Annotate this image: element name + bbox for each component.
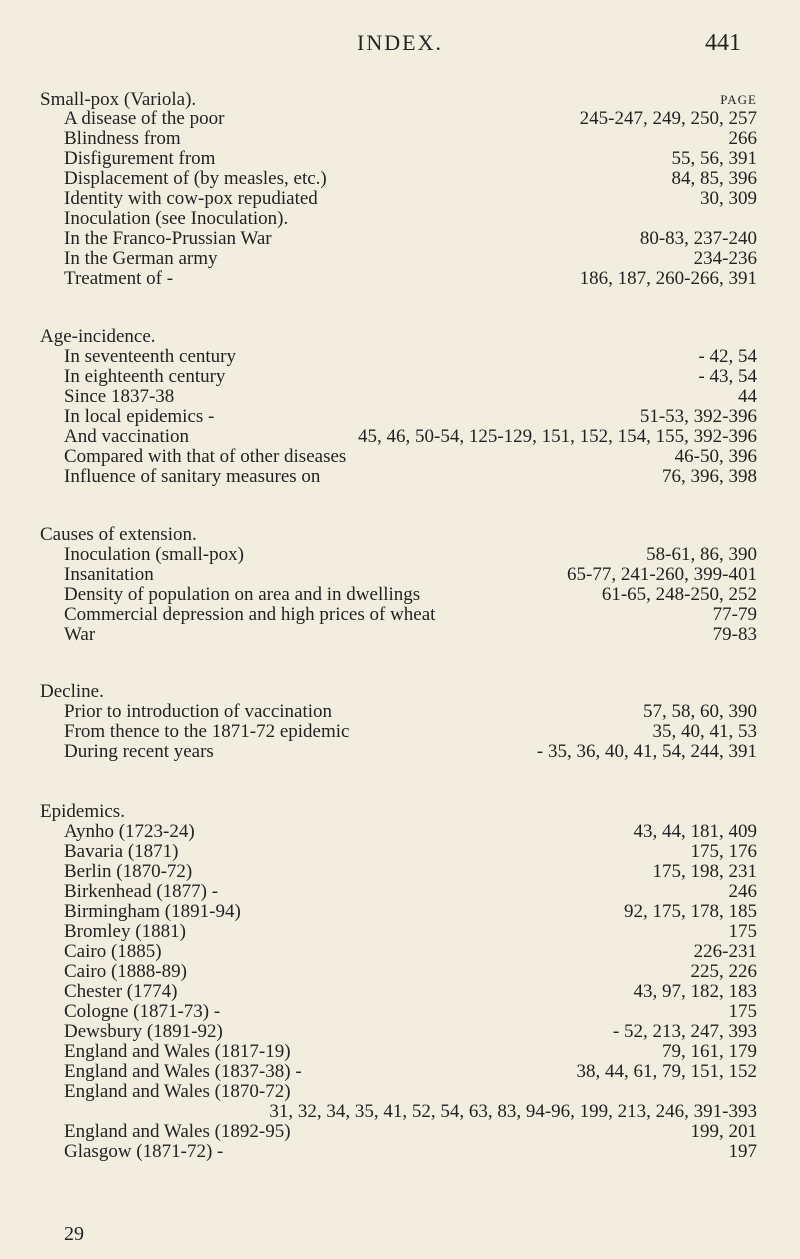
entry-label: Inoculation (small-pox) — [64, 544, 244, 565]
entry-pages: 57, 58, 60, 390 — [643, 701, 757, 722]
entry-label: Compared with that of other diseases — [64, 446, 347, 467]
entry-pages: 46-50, 396 — [674, 446, 757, 467]
entry-pages: 30, 309 — [700, 188, 757, 209]
entry-pages: 80-83, 237-240 — [639, 228, 757, 249]
index-entry — [0, 465, 800, 489]
entry-pages: 79-83 — [712, 624, 757, 645]
entry-label: Commercial depression and high prices of wheat — [64, 604, 436, 625]
entry-label: Prior to introduction of vaccination — [64, 701, 333, 722]
entry-pages: 35, 40, 41, 53 — [652, 721, 757, 742]
entry-label: Insanitation — [64, 564, 154, 585]
entry-pages: 77-79 — [712, 604, 757, 625]
entry-pages: 65-77, 241-260, 399-401 — [567, 564, 757, 585]
section-heading: Epidemics. — [40, 801, 125, 822]
signature-mark: 29 — [64, 1223, 84, 1245]
entry-label: Birmingham (1891-94) — [64, 901, 241, 922]
entry-pages: - 42, 54 — [698, 346, 757, 367]
index-entry — [0, 740, 800, 764]
entry-label: A disease of the poor — [64, 108, 225, 129]
entry-pages: 266 — [728, 128, 757, 149]
entry-pages: 76, 396, 398 — [662, 466, 757, 487]
index-entry — [0, 1140, 800, 1164]
entry-label: Since 1837-38 — [64, 386, 175, 407]
entry-label: Disfigurement from — [64, 148, 216, 169]
entry-label: Bavaria (1871) — [64, 841, 179, 862]
entry-label: Bromley (1881) — [64, 921, 186, 942]
section-heading: Age-incidence. — [40, 326, 156, 347]
entry-label: Blindness from — [64, 128, 181, 149]
entry-pages: 44 — [738, 386, 757, 407]
entry-pages: 45, 46, 50-54, 125-129, 151, 152, 154, 155, 392-396 — [358, 426, 757, 447]
running-header-title: INDEX. — [357, 30, 443, 55]
entry-label: Influence of sanitary measures on — [64, 466, 321, 487]
entry-pages: 175, 198, 231 — [652, 861, 757, 882]
entry-label: Displacement of (by measles, etc.) — [64, 168, 327, 189]
entry-label: England and Wales (1870-72) — [64, 1081, 291, 1102]
entry-label: In the German army — [64, 248, 218, 269]
entry-pages: 197 — [728, 1141, 757, 1162]
entry-pages: 226-231 — [693, 941, 757, 962]
entry-pages: 55, 56, 391 — [671, 148, 757, 169]
entry-pages: 175 — [728, 921, 757, 942]
entry-pages: - 43, 54 — [698, 366, 757, 387]
entry-pages: 245-247, 249, 250, 257 — [579, 108, 757, 129]
entry-pages: 175 — [728, 1001, 757, 1022]
section-heading: Causes of extension. — [40, 524, 197, 545]
index-entry — [0, 623, 800, 647]
entry-label: England and Wales (1892-95) — [64, 1121, 291, 1142]
entry-pages: - 52, 213, 247, 393 — [612, 1021, 757, 1042]
entry-pages: 43, 97, 182, 183 — [633, 981, 757, 1002]
entry-label: Aynho (1723-24) — [64, 821, 195, 842]
entry-pages: 31, 32, 34, 35, 41, 52, 54, 63, 83, 94-96, 199, 213, 246, 391-393 — [269, 1101, 757, 1122]
page-column-label: PAGE — [720, 92, 757, 107]
entry-pages: 79, 161, 179 — [662, 1041, 757, 1062]
entry-label: Inoculation (see Inoculation). — [64, 208, 289, 229]
entry-label: Dewsbury (1891-92) — [64, 1021, 223, 1042]
entry-label: Berlin (1870-72) — [64, 861, 193, 882]
entry-pages: 84, 85, 396 — [671, 168, 757, 189]
entry-pages: - 35, 36, 40, 41, 54, 244, 391 — [536, 741, 757, 762]
entry-label: Cologne (1871-73) - — [64, 1001, 221, 1022]
entry-pages: 92, 175, 178, 185 — [624, 901, 757, 922]
entry-pages: 51-53, 392-396 — [639, 406, 757, 427]
entry-pages: 43, 44, 181, 409 — [633, 821, 757, 842]
entry-label: In eighteenth century — [64, 366, 226, 387]
entry-label: Density of population on area and in dwellings — [64, 584, 421, 605]
entry-pages: 199, 201 — [690, 1121, 757, 1142]
entry-pages: 175, 176 — [690, 841, 757, 862]
entry-label: Birkenhead (1877) - — [64, 881, 219, 902]
entry-pages: 225, 226 — [690, 961, 757, 982]
section-heading: Decline. — [40, 681, 104, 702]
entry-label: And vaccination — [64, 426, 190, 447]
index-entry — [0, 267, 800, 291]
entry-label: England and Wales (1837-38) - — [64, 1061, 302, 1082]
entry-pages: 38, 44, 61, 79, 151, 152 — [576, 1061, 757, 1082]
section-heading: Small-pox (Variola). — [40, 89, 197, 110]
entry-label: Cairo (1885) — [64, 941, 162, 962]
entry-label: From thence to the 1871-72 epidemic — [64, 721, 350, 742]
page-number: 441 — [705, 30, 741, 56]
entry-label: During recent years — [64, 741, 214, 762]
entry-label: Chester (1774) — [64, 981, 178, 1002]
entry-pages: 186, 187, 260-266, 391 — [579, 268, 757, 289]
entry-label: Glasgow (1871-72) - — [64, 1141, 224, 1162]
entry-label: In local epidemics - — [64, 406, 215, 427]
entry-pages: 61-65, 248-250, 252 — [601, 584, 757, 605]
entry-label: War — [64, 624, 96, 645]
entry-label: Identity with cow-pox repudiated — [64, 188, 318, 209]
entry-pages: 246 — [728, 881, 757, 902]
entry-label: In the Franco-Prussian War — [64, 228, 272, 249]
entry-label: Cairo (1888-89) — [64, 961, 187, 982]
entry-pages: 58-61, 86, 390 — [646, 544, 757, 565]
entry-label: In seventeenth century — [64, 346, 236, 367]
entry-pages: 234-236 — [693, 248, 757, 269]
entry-label: Treatment of - — [64, 268, 174, 289]
entry-label: England and Wales (1817-19) — [64, 1041, 291, 1062]
